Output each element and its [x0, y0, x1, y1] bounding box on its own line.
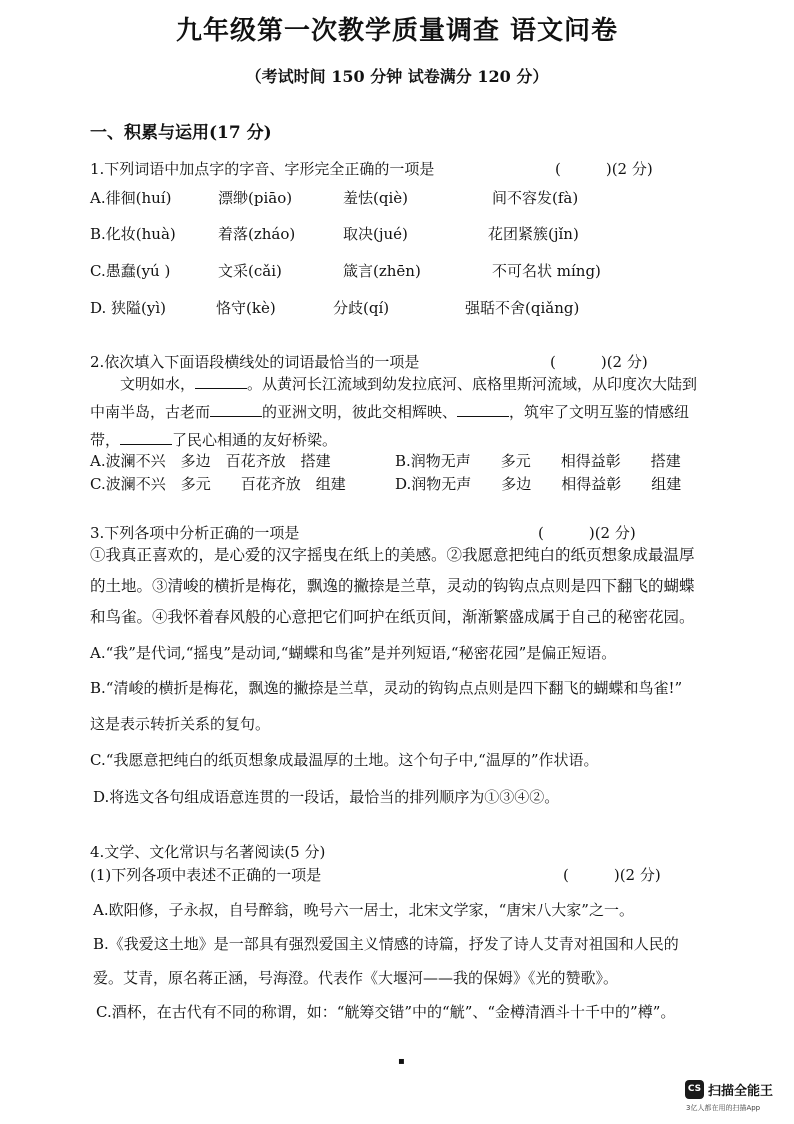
q3-stem: 3.下列各项中分析正确的一项是: [90, 524, 300, 542]
q1-c-3: 箴言(zhēn): [343, 262, 421, 280]
q3-paren: ( )(2 分): [538, 524, 636, 542]
exam-info: （考试时间 150 分钟 试卷满分 120 分）: [245, 67, 549, 86]
q1-paren: ( )(2 分): [555, 160, 653, 178]
q4-option-c: C.酒杯，在古代有不同的称谓，如：“觥筹交错”中的“觥”、“金樽清酒斗十千中的”樽”。: [96, 1003, 676, 1021]
q3-option-d: D.将选文各句组成语意连贯的一段话，最恰当的排列顺序为①③④②。: [93, 788, 560, 806]
page-title: 九年级第一次教学质量调查 语文问卷: [175, 16, 619, 46]
q3-passage: ①我真正喜欢的，是心爱的汉字摇曳在纸上的美感。②我愿意把纯白的纸页想象成最温厚的土地。③清峻的横折是梅花，飘逸的撇捺是兰草，灵动的钩钩点点则是四下翻飞的蝴蝶和鸟雀。④我怀着春风般的心意把它们呵护在纸页间，渐渐繁盛成属于自己的秘密花园。: [90, 546, 695, 626]
q1-a-4: 间不容发(fà): [492, 189, 579, 207]
page-mark: ▪: [398, 1056, 405, 1067]
scanner-logo-tagline: 3亿人都在用的扫描App: [686, 1104, 761, 1112]
section-heading: 一、积累与运用(17 分): [90, 123, 272, 143]
q2-passage: 文明如水， 。从黄河长江流域到幼发拉底河、底格里斯河流域，从印度次大陆到中南半岛，古老而 的亚洲文明，彼此交相辉映、 ，筑牢了文明互鉴的情感纽带， 了民心相通的友好桥梁。: [90, 370, 708, 454]
q1-b-3: 取决(jué): [343, 225, 408, 243]
q2-option-c: C.波澜不兴 多元 百花齐放 组建: [90, 475, 346, 493]
q3-option-c: C.“我愿意把纯白的纸页想象成最温厚的土地。这个句子中,“温厚的”作状语。: [90, 751, 599, 769]
q3-option-b-line1: B.“清峻的横折是梅花，飘逸的撇捺是兰草，灵动的钩钩点点则是四下翻飞的蝴蝶和鸟雀!”: [90, 679, 683, 697]
q1-a-2: 漂缈(piāo): [218, 189, 293, 207]
q1-d-1: D. 狭隘(yì): [90, 299, 167, 317]
q1-stem: 1.下列词语中加点字的字音、字形完全正确的一项是: [90, 160, 435, 178]
q4-stem: 4.文学、文化常识与名著阅读(5 分): [90, 843, 326, 861]
q3-option-b-line2: 这是表示转折关系的复句。: [90, 715, 271, 733]
q2-paren: ( )(2 分): [550, 353, 648, 371]
q4-sub1: (1)下列各项中表述不正确的一项是: [90, 866, 322, 884]
q4-option-b-line1: B.《我爱这土地》是一部具有强烈爱国主义情感的诗篇，抒发了诗人艾青对祖国和人民的: [93, 935, 679, 953]
q1-a-3: 羞怯(qiè): [343, 189, 408, 207]
q1-d-4: 强聒不舍(qiǎng): [465, 299, 580, 317]
q1-b-1: B.化妆(huà): [90, 225, 176, 243]
q2-option-b: B.润物无声 多元 相得益彰 搭建: [395, 452, 681, 470]
q1-b-2: 着落(zháo): [218, 225, 296, 243]
q2-stem: 2.依次填入下面语段横线处的词语最恰当的一项是: [90, 353, 420, 371]
q1-d-2: 恪守(kè): [216, 299, 276, 317]
q1-c-1: C.愚蠢(yú ): [90, 262, 171, 280]
q3-option-a: A.“我”是代词,“摇曳”是动词,“蝴蝶和鸟雀”是并列短语,“秘密花园”是偏正短语。: [90, 644, 617, 662]
q4-option-b-line2: 爱。艾青，原名蒋正涵，号海澄。代表作《大堰河——我的保姆》《光的赞歌》。: [93, 969, 619, 987]
q2-option-d: D.润物无声 多边 相得益彰 组建: [395, 475, 682, 493]
q1-c-4: 不可名状 míng): [492, 262, 601, 280]
scanner-logo-name: 扫描全能王: [708, 1084, 774, 1099]
q4-option-a: A.欧阳修，子永叔，自号醉翁，晚号六一居士，北宋文学家，“唐宋八大家”之一。: [93, 901, 634, 919]
q1-d-3: 分歧(qí): [333, 299, 390, 317]
scanner-logo-icon: CS: [685, 1080, 704, 1099]
q2-option-a: A.波澜不兴 多边 百花齐放 搭建: [90, 452, 331, 470]
q1-c-2: 文采(cǎi): [218, 262, 282, 280]
q1-a-1: A.徘徊(huí): [90, 189, 172, 207]
q4-paren: ( )(2 分): [563, 866, 661, 884]
q1-b-4: 花团紧簇(jǐn): [488, 225, 579, 243]
